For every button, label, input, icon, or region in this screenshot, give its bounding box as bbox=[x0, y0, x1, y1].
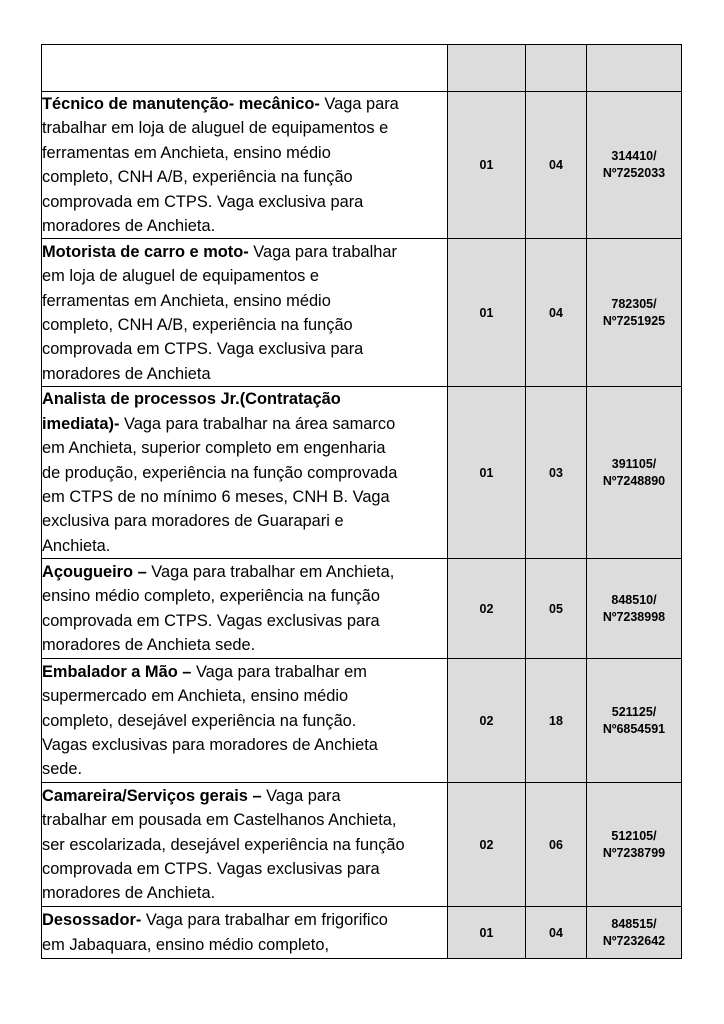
job-code: 314410/ Nº7252033 bbox=[587, 92, 682, 239]
job-title: Camareira/Serviços gerais – bbox=[42, 786, 262, 805]
vacancies-count: 01 bbox=[448, 387, 526, 559]
job-title: Técnico de manutenção- mecânico- bbox=[42, 95, 320, 113]
job-details: Vaga para trabalhar na área samarco em Anchieta, superior completo em engenharia de produção, experiência na função comprovada em CTPS de no mínimo 6 meses, CNH B. Vaga exclusiva para moradores de Guarapari e Anchieta. bbox=[42, 414, 398, 555]
job-code: 782305/ Nº7251925 bbox=[587, 239, 682, 387]
vacancies-count: 02 bbox=[448, 659, 526, 783]
job-code: 391105/ Nº7248890 bbox=[587, 387, 682, 559]
table-header-row bbox=[42, 45, 682, 92]
job-details: Vaga para trabalhar em loja de aluguel de equipamentos e ferramentas em Anchieta, ensino médio completo, CNH A/B, experiência na função comprovada em CTPS. Vaga exclusiva para moradores de Anchieta. bbox=[42, 95, 399, 236]
job-title: Desossador- bbox=[42, 911, 142, 930]
header-cell-code bbox=[587, 45, 682, 92]
vacancies-count: 01 bbox=[448, 92, 526, 239]
vacancies-count: 01 bbox=[448, 907, 526, 959]
job-description-cell bbox=[42, 783, 448, 907]
table-row bbox=[42, 387, 682, 559]
header-cell-col-b bbox=[526, 45, 587, 92]
secondary-count: 18 bbox=[526, 659, 587, 783]
job-code: 848510/ Nº7238998 bbox=[587, 559, 682, 659]
job-title: Embalador a Mão – bbox=[42, 662, 192, 681]
table-row bbox=[42, 559, 682, 659]
job-details: Vaga para trabalhar em frigorifico em Jabaquara, ensino médio completo, bbox=[42, 911, 388, 954]
job-description-cell bbox=[42, 239, 448, 387]
secondary-count: 05 bbox=[526, 559, 587, 659]
table-row bbox=[42, 239, 682, 387]
table-row bbox=[42, 783, 682, 907]
vacancies-count: 02 bbox=[448, 559, 526, 659]
secondary-count: 04 bbox=[526, 239, 587, 387]
job-details: Vaga para trabalhar em loja de aluguel de equipamentos e ferramentas em Anchieta, ensino médio completo, CNH A/B, experiência na função comprovada em CTPS. Vaga exclusiva para moradores de Anchieta bbox=[42, 242, 397, 383]
job-code: 512105/ Nº7238799 bbox=[587, 783, 682, 907]
header-cell-col-a bbox=[448, 45, 526, 92]
header-cell-description bbox=[42, 45, 448, 92]
job-description-cell bbox=[42, 387, 448, 559]
job-code: 848515/ Nº7232642 bbox=[587, 907, 682, 959]
job-title: Açougueiro – bbox=[42, 562, 147, 581]
secondary-count: 06 bbox=[526, 783, 587, 907]
vacancies-count: 02 bbox=[448, 783, 526, 907]
job-description-cell bbox=[42, 659, 448, 783]
secondary-count: 04 bbox=[526, 907, 587, 959]
table-row bbox=[42, 659, 682, 783]
secondary-count: 03 bbox=[526, 387, 587, 559]
vacancies-count: 01 bbox=[448, 239, 526, 387]
job-description-cell bbox=[42, 92, 448, 239]
job-title: Analista de processos Jr.(Contratação imediata)- bbox=[42, 390, 341, 433]
job-details: Vaga para trabalhar em supermercado em Anchieta, ensino médio completo, desejável experiência na função. Vagas exclusivas para moradores de Anchieta sede. bbox=[42, 662, 378, 779]
job-description-cell bbox=[42, 559, 448, 659]
table-row bbox=[42, 92, 682, 239]
job-description-cell bbox=[42, 907, 448, 959]
job-code: 521125/ Nº6854591 bbox=[587, 659, 682, 783]
table-row bbox=[42, 907, 682, 959]
job-title: Motorista de carro e moto- bbox=[42, 242, 249, 261]
secondary-count: 04 bbox=[526, 92, 587, 239]
job-details: Vaga para trabalhar em Anchieta, ensino médio completo, experiência na função comprovada em CTPS. Vagas exclusivas para moradores de Anchieta sede. bbox=[42, 562, 395, 655]
job-details: Vaga para trabalhar em pousada em Castelhanos Anchieta, ser escolarizada, desejável experiência na função comprovada em CTPS. Vagas exclusivas para moradores de Anchieta. bbox=[42, 786, 405, 903]
job-vacancies-table bbox=[41, 44, 682, 959]
